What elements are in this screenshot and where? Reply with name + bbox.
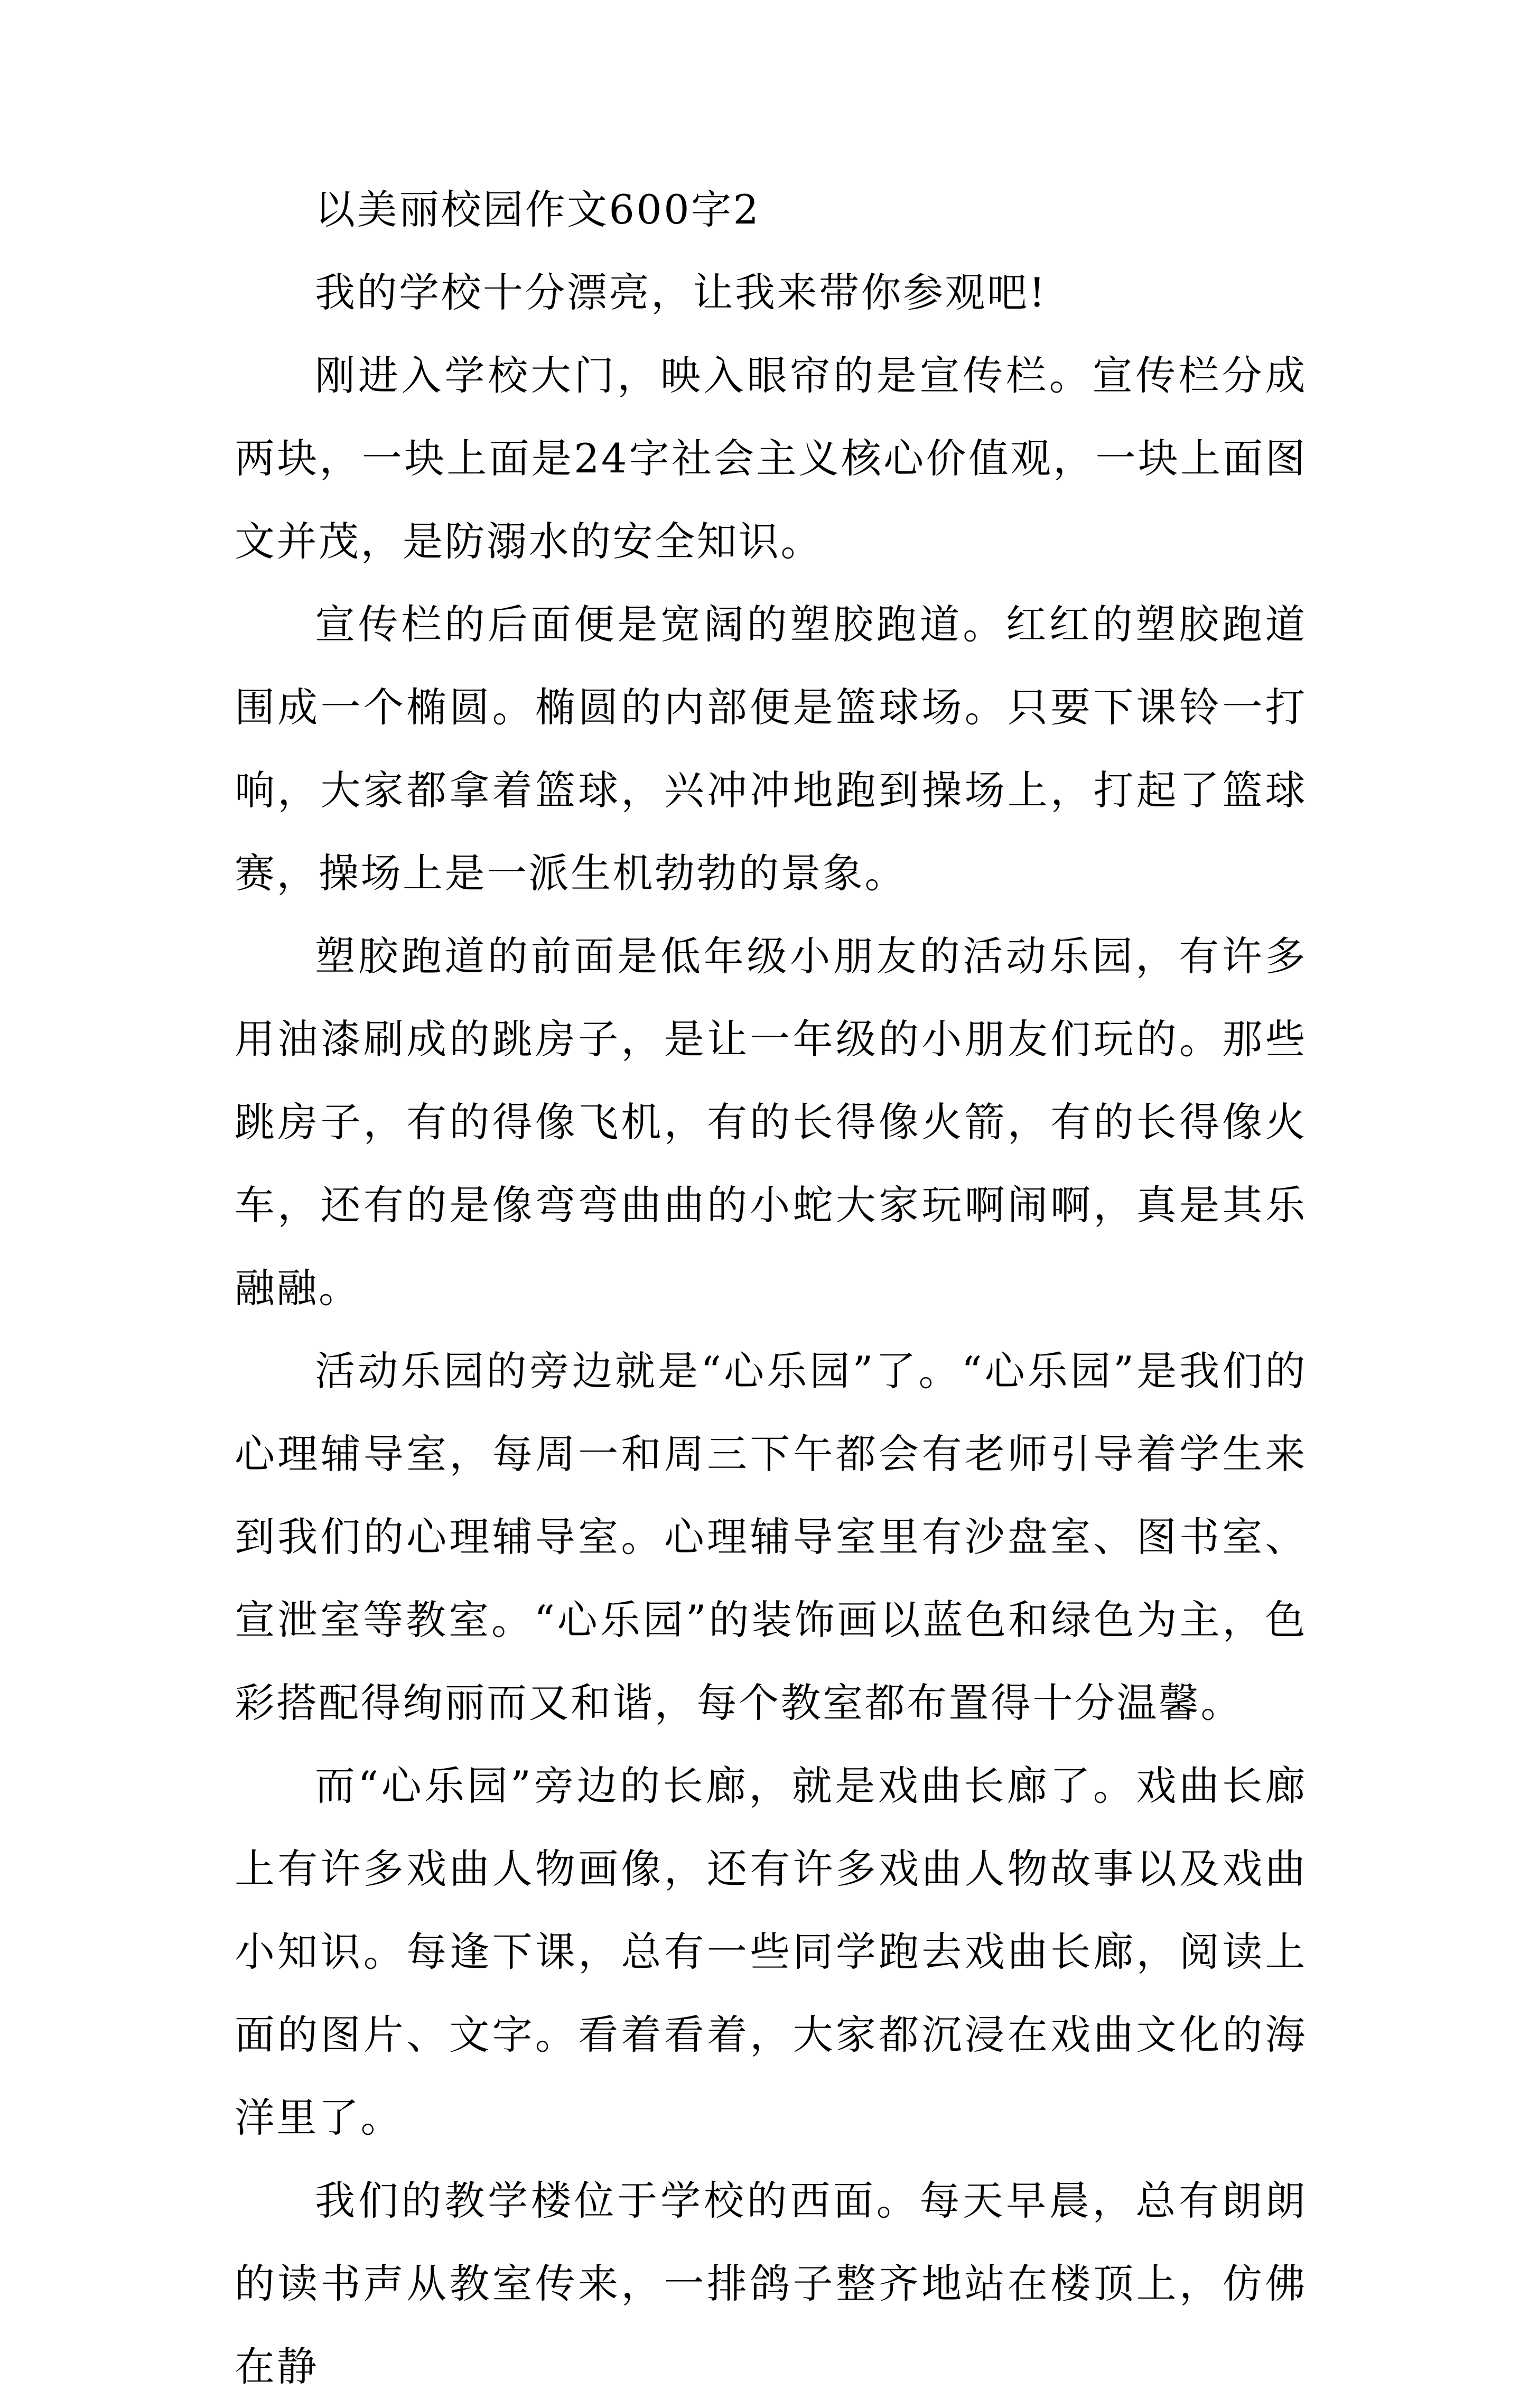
- essay-body: [235, 168, 1307, 2408]
- paragraph-3: 宣传栏的后面便是宽阔的塑胶跑道。红红的塑胶跑道围成一个椭圆。椭圆的内部便是篮球场。只要下课铃一打响，大家都拿着篮球，兴冲冲地跑到操场上，打起了篮球赛，操场上是一派生机勃勃的景象。: [235, 601, 1307, 897]
- paragraph-6: 而“心乐园”旁边的长廊，就是戏曲长廊了。戏曲长廊上有许多戏曲人物画像，还有许多戏曲人物故事以及戏曲小知识。每逢下课，总有一些同学跑去戏曲长廊，阅读上面的图片、文字。看着看着，大家都沉浸在戏曲文化的海洋里了。: [235, 1762, 1307, 2141]
- paragraph-2: 刚进入学校大门，映入眼帘的是宣传栏。宣传栏分成两块，一块上面是24字社会主义核心价值观，一块上面图文并茂，是防溺水的安全知识。: [235, 352, 1307, 565]
- paragraph-4: 塑胶跑道的前面是低年级小朋友的活动乐园，有许多用油漆刷成的跳房子，是让一年级的小朋友们玩的。那些跳房子，有的得像飞机，有的长得像火箭，有的长得像火车，还有的是像弯弯曲曲的小蛇大家玩啊闹啊，真是其乐融融。: [235, 933, 1307, 1312]
- paragraph-5: 活动乐园的旁边就是“心乐园”了。“心乐园”是我们的心理辅导室，每周一和周三下午都会有老师引导着学生来到我们的心理辅导室。心理辅导室里有沙盘室、图书室、宣泄室等教室。“心乐园”的装饰画以蓝色和绿色为主，色彩搭配得绚丽而又和谐，每个教室都布置得十分温馨。: [235, 1347, 1307, 1726]
- essay-title: 以美丽校园作文600字2: [315, 186, 761, 233]
- paragraph-7: 我们的教学楼位于学校的西面。每天早晨，总有朗朗的读书声从教室传来，一排鸽子整齐地站在楼顶上，仿佛在静: [235, 2177, 1307, 2390]
- paragraph-1: 我的学校十分漂亮，让我来带你参观吧!: [315, 269, 1047, 316]
